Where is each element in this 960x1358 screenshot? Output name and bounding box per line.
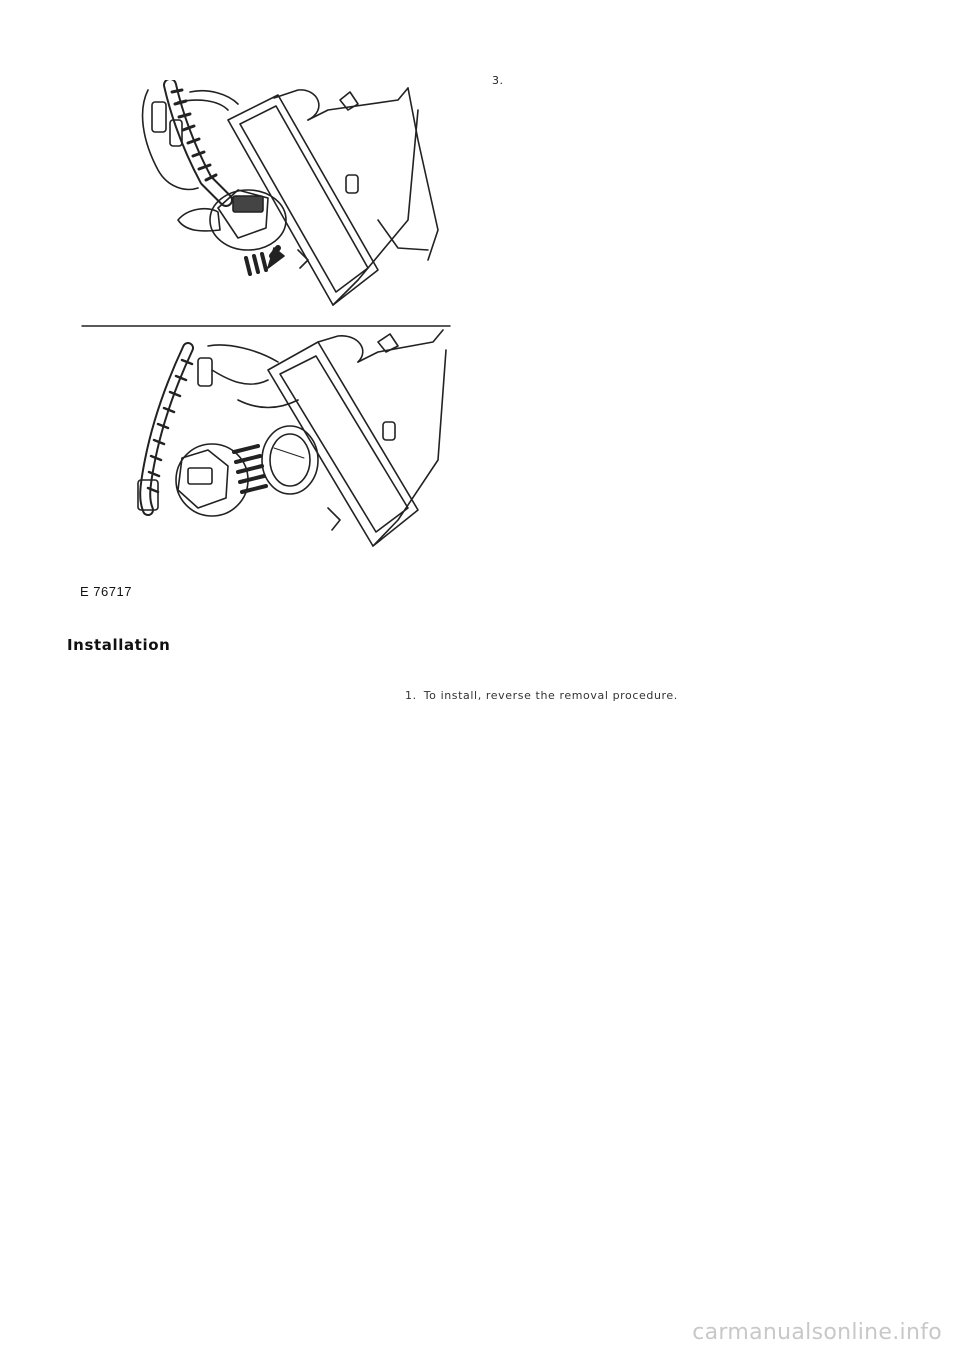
section-heading-installation: Installation [67, 636, 171, 654]
installation-step [405, 689, 678, 702]
upper-panel-drawing [143, 85, 438, 305]
step-number: 3. [492, 74, 504, 87]
watermark-text: carmanualsonline.info [692, 1320, 942, 1345]
lower-panel-drawing [138, 330, 446, 546]
step-number: 1. [405, 689, 417, 702]
step-text: To install, reverse the removal procedure. [423, 689, 678, 702]
figure-code: E 76717 [80, 584, 132, 599]
removal-illustration [78, 80, 452, 610]
